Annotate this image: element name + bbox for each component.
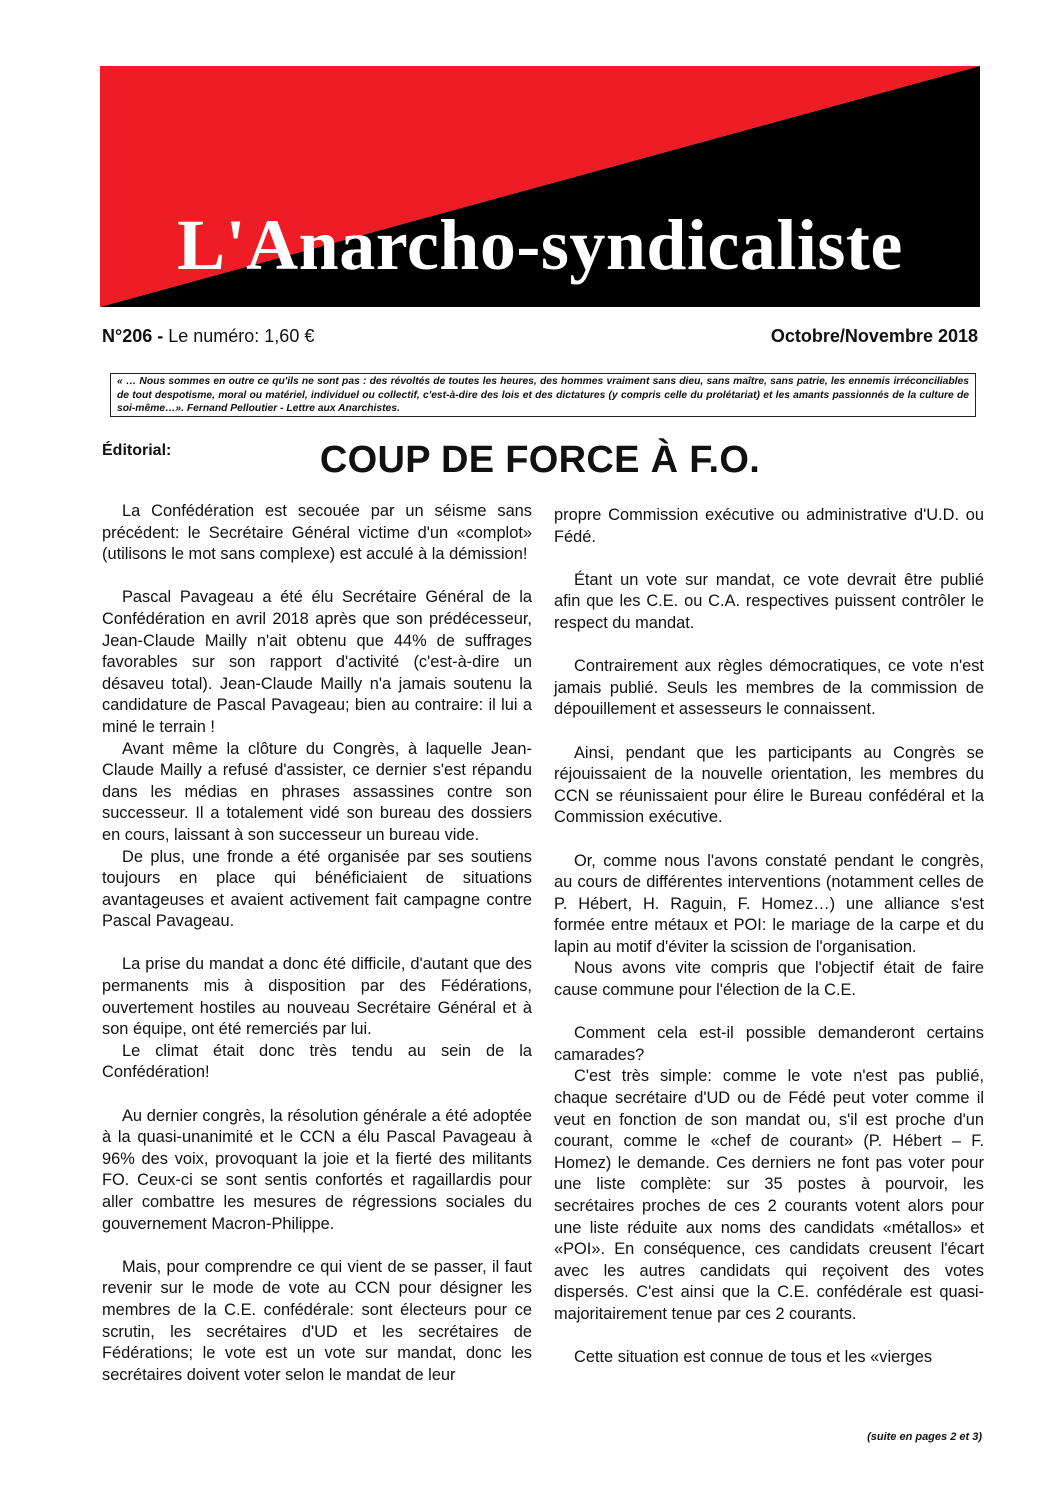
paragraph: Pascal Pavageau a été élu Secrétaire Général de la Confédération en avril 2018 après que son prédécesseur, Jean-Claude Mailly n'ait obtenu que 44% de suffrages favorables sur son rapport d'activité (c'est-à-dire un désaveu total). Jean-Claude Mailly n'a jamais soutenu la candidature de Pascal Pavageau; bien au contraire: il lui a miné le terrain !: [102, 588, 532, 736]
paragraph: La Confédération est secouée par un séisme sans précédent: le Secrétaire Général victime d'un «complot» (utilisons le mot sans complexe) est acculé à la démission!: [102, 502, 532, 564]
headline: COUP DE FORCE À F.O.: [319, 439, 761, 481]
issue-price: Le numéro: 1,60 €: [168, 326, 315, 346]
paragraph: Avant même la clôture du Congrès, à laquelle Jean-Claude Mailly a refusé d'assister, ce dernier s'est répandu dans les médias en phrases assassines contre son successeur. Il a totalement vidé son bureau des dossiers en cours, laissant à son successeur un bureau vide.: [102, 739, 532, 844]
paragraph: La prise du mandat a donc été difficile, d'autant que des permanents mis à disposition par des Fédérations, ouvertement hostiles au nouveau Secrétaire Général et à son équipe, ont été remerciés par lui.: [102, 955, 532, 1039]
continued-note: (suite en pages 2 et 3): [867, 1431, 982, 1443]
editorial-label: Éditorial:: [102, 442, 172, 459]
paragraph: Étant un vote sur mandat, ce vote devrait être publié afin que les C.E. ou C.A. respectives puissent contrôler le respect du mandat.: [554, 570, 984, 632]
paragraph: Contrairement aux règles démocratiques, ce vote n'est jamais publié. Seuls les membres de la commission de dépouillement et assesseurs le connaissent.: [554, 657, 984, 719]
paragraph: Ainsi, pendant que les participants au Congrès se réjouissaient de la nouvelle orientation, les membres du CCN se réunissaient pour élire le Bureau confédéral et la Commission exécutive.: [554, 743, 984, 827]
paragraph: propre Commission exécutive ou administrative d'U.D. ou Fédé.: [554, 506, 984, 546]
paragraph: Mais, pour comprendre ce qui vient de se passer, il faut revenir sur le mode de vote au CCN pour désigner les membres de la C.E. confédérale: sont électeurs pour ce scrutin, les secrétaires d'UD et les secrétaires de Fédérations; le vote est un vote sur mandat, donc les secrétaires doivent voter selon le mandat de leur: [102, 1257, 532, 1384]
paragraph: Cette situation est connue de tous et les «vierges: [574, 1348, 933, 1367]
masthead-title: L'Anarcho-syndicaliste: [177, 205, 903, 285]
issue-date: Octobre/Novembre 2018: [770, 326, 978, 346]
masthead-banner: [100, 66, 980, 307]
issue-info: [102, 323, 978, 353]
paragraph: Nous avons vite compris que l'objectif était de faire cause commune pour l'élection de la C.E.: [554, 959, 984, 1000]
issue-separator: -: [152, 326, 169, 346]
paragraph: Or, comme nous l'avons constaté pendant le congrès, au cours de différentes interventions (notamment celles de P. Hébert, H. Raguin, F. Homez…) une alliance s'est formée entre métaux et POI: le mariage de la carpe et du lapin au motif d'éviter la scission de l'organisation.: [554, 851, 984, 956]
paragraph: Comment cela est-il possible demanderont certains camarades?: [554, 1024, 984, 1064]
article-column-left: [102, 501, 532, 1408]
paragraph: C'est très simple: comme le vote n'est pas publié, chaque secrétaire d'UD ou de Fédé peut voter comme il veut en fonction de son mandat ou, s'il est proche d'un courant, comme le «chef de courant» (P. Hébert – F. Homez) le demande. Ces derniers ne font pas voter pour une liste complète: sur 35 postes à pourvoir, les secrétaires proches de ces 2 courants votent alors pour une liste réduite aux noms des candidats «métallos» et «POI». En conséquence, ces candidats creusent l'écart avec les autres candidats qui reçoivent des votes dispersés. C'est ainsi que la C.E. confédérale est quasi-majoritairement tenue par ces 2 courants.: [554, 1067, 984, 1323]
paragraph: De plus, une fronde a été organisée par ses soutiens toujours en place qui bénéficiaient de situations avantageuses et avaient activement fait campagne contre Pascal Pavageau.: [102, 847, 532, 931]
article-column-right: [554, 505, 984, 1369]
epigraph-quote: « … Nous sommes en outre ce qu'ils ne sont pas : des révoltés de toutes les heures, des hommes vraiment sans dieu, sans maître, sans patrie, les ennemis irréconciliables de tout despotisme, moral ou matériel, individuel ou collectif, c'est-à-dire des lois et des dictatures (y compris celle du prolétariat) et les amants passionnés de la culture de soi-même…». Fernand Pelloutier - Lettre aux Anarchistes.: [110, 373, 976, 417]
paragraph: Au dernier congrès, la résolution générale a été adoptée à la quasi-unanimité et le CCN a élu Pascal Pavageau à 96% des voix, provoquant la joie et la fierté des militants FO. Ceux-ci se sont sentis confortés et ragaillardis pour aller combattre les mesures de régressions sociales du gouvernement Macron-Philippe.: [102, 1106, 532, 1233]
paragraph: Le climat était donc très tendu au sein de la Confédération!: [102, 1041, 532, 1082]
issue-number: N°206: [102, 326, 153, 346]
issue-number-price: [102, 323, 314, 349]
